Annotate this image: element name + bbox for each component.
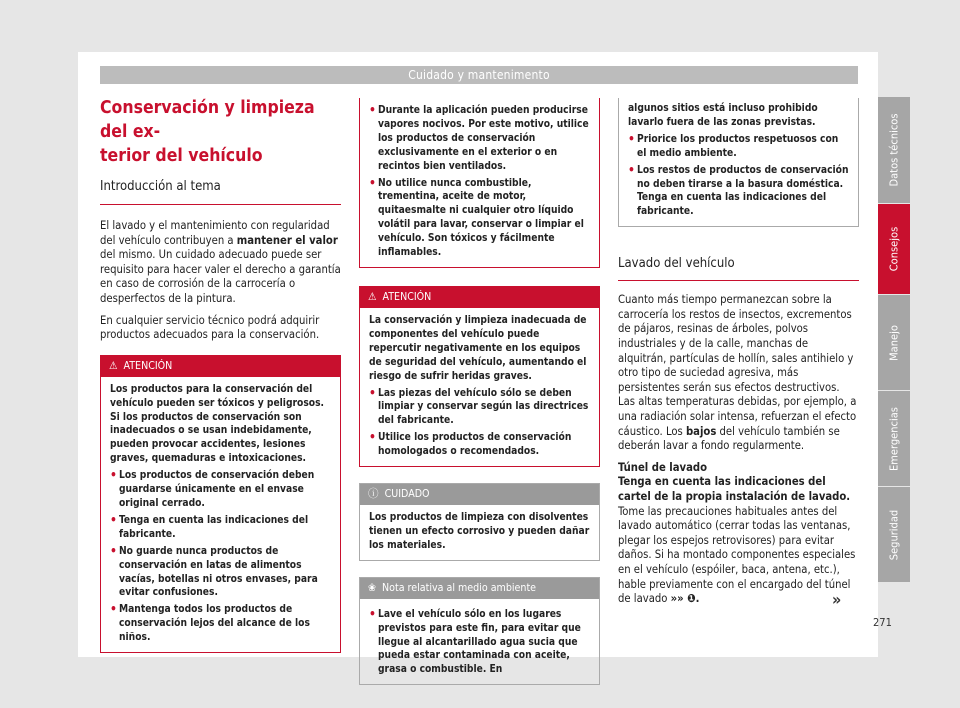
list-item: • Lave el vehículo sólo en los lugares previstos para este fin, para evitar que llegue al alcantarillado agua sucia que pueda estar contaminada con aceite, grasa o combustible. En (369, 608, 590, 678)
caution-header: ⓘ CUIDADO (360, 484, 599, 505)
warning-header: ⚠ ATENCIÓN (360, 287, 599, 308)
tab-emergencias[interactable]: Emergencias (878, 391, 910, 486)
list-item: • Las piezas del vehículo sólo se deben limpiar y conservar según las directrices del fabricante. (369, 387, 590, 429)
list-item: • No utilice nunca combustible, trementina, aceite de motor, quitaesmalte ni cualquier otro líquido volátil para lavar, conservar o limpiar el vehículo. Son tóxicos y fácilmente inflamables. (369, 177, 590, 260)
list-item: • Los productos de conservación deben guardarse únicamente en el envase original cerrado. (110, 469, 331, 511)
warning-body: Los productos para la conservación del vehículo pueden ser tóxicos y peligrosos. Si los productos de conservación son inadecuados o se usan indebidamente, pueden provocar accidentes, lesiones graves, quemaduras e intoxicaciones. • Los productos de conservación deben guardarse únicamente en el envase original cerrado. • Tenga en cuenta las indicaciones del fabricante. • No guarde nunca productos de conservación en latas de alimentos vacías, botellas ni otros envases, para evitar confusiones. • Mantenga todos los productos de conservación lejos del alcance de los niños. (101, 377, 340, 652)
column-2 (359, 98, 600, 685)
warning-header: ⚠ ATENCIÓN (101, 356, 340, 377)
list-item: • Los restos de productos de conservación no deben tirarse a la basura doméstica. Tenga en cuenta las indicaciones del fabricante. (628, 164, 849, 220)
column-3 (618, 98, 859, 607)
warning-triangle-icon: ⚠ (109, 359, 118, 372)
paragraph: Cuanto más tiempo permanezcan sobre la carrocería los restos de insectos, excrementos de pájaros, resinas de árboles, polvos industriales y de la calle, manchas de alquitrán, partículas de hollín, sales antihielo y otro tipo de suciedad agresiva, más persistentes serán sus efectos destructivos. Las altas temperaturas debidas, por ejemplo, a una radiación solar intensa, refuerzan el efecto cáustico. Los bajos del vehículo también se deberán lavar a fondo regularmente. (618, 293, 857, 453)
warning-triangle-icon: ⚠ (368, 290, 377, 303)
column-1 (100, 96, 341, 653)
warning-box-continued (359, 98, 600, 268)
subsection-heading: Introducción al tema (100, 178, 341, 205)
caution-circle-icon: ⓘ (368, 488, 379, 501)
paragraph-heading: Túnel de lavado (618, 460, 707, 474)
continue-marker: » (832, 590, 842, 609)
warning-box: ⚠ ATENCIÓN La conservación y limpieza inadecuada de componentes del vehículo puede repercutir negativamente en los equipos de seguridad del vehículo, aumentando el riesgo de sufrir heridas graves. • Las piezas del vehículo sólo se deben limpiar y conservar según las directrices del fabricante. • Utilice los productos de conservación homologados o recomendados. (359, 286, 600, 467)
environment-note-header: ❀ Nota relativa al medio ambiente (360, 578, 599, 599)
list-item: • No guarde nunca productos de conservación en latas de alimentos vacías, botellas ni otros envases, para evitar confusiones. (110, 545, 331, 601)
tab-datos-tecnicos[interactable]: Datos técnicos (878, 97, 910, 203)
caution-box: ⓘ CUIDADO Los productos de limpieza con disolventes tienen un efecto corrosivo y pueden dañar los materiales. (359, 483, 600, 561)
list-item: • Priorice los productos respetuosos con el medio ambiente. (628, 133, 849, 161)
list-item: • Tenga en cuenta las indicaciones del fabricante. (110, 514, 331, 542)
tab-consejos[interactable]: Consejos (878, 204, 910, 294)
list-item: • Durante la aplicación pueden producirse vapores nocivos. Por este motivo, utilice los productos de conservación exclusivamente en el exterior o en recintos bien ventilados. (369, 104, 590, 174)
leaf-icon: ❀ (368, 581, 376, 594)
tab-seguridad[interactable]: Seguridad (878, 487, 910, 582)
list-item: • Mantenga todos los productos de conservación lejos del alcance de los niños. (110, 603, 331, 645)
page-number: 271 (873, 616, 892, 629)
chapter-header: Cuidado y mantenimento (100, 66, 858, 84)
section-title: Conservación y limpieza del ex- terior del vehículo (100, 98, 315, 166)
paragraph: En cualquier servicio técnico podrá adquirir productos adecuados para la conservación. (100, 313, 320, 342)
warning-box (100, 355, 341, 653)
environment-note-continued: algunos sitios está incluso prohibido lavarlo fuera de las zonas previstas. • Priorice los productos respetuosos con el medio ambiente. • Los restos de productos de conservación no deben tirarse a la basura doméstica. Tenga en cuenta las indicaciones del fabricante. (618, 98, 859, 227)
paragraph: El lavado y el mantenimiento con regularidad del vehículo contribuyen a mantener el valor del mismo. Un cuidado adecuado puede ser requisito para hacer valer el derecho a garantía en caso de corrosión de la carrocería o desperfectos de la pintura. (100, 219, 341, 305)
paragraph: Tenga en cuenta las indicaciones del cartel de la propia instalación de lavado. Tome las precauciones habituales antes del lavado automático (cerrar todas las ventanas, plegar los espejos retrovisores) para evitar daños. Si ha montado componentes especiales en el vehículo (espóiler, baca, antena, etc.), hable previamente con el encargado del túnel de lavado »» ❶. (618, 475, 856, 606)
section-heading: Lavado del vehículo (618, 255, 859, 281)
list-item: • Utilice los productos de conservación homologados o recomendados. (369, 431, 590, 459)
tab-manejo[interactable]: Manejo (878, 295, 910, 390)
side-tabs (878, 52, 910, 657)
environment-note-box (359, 577, 600, 686)
